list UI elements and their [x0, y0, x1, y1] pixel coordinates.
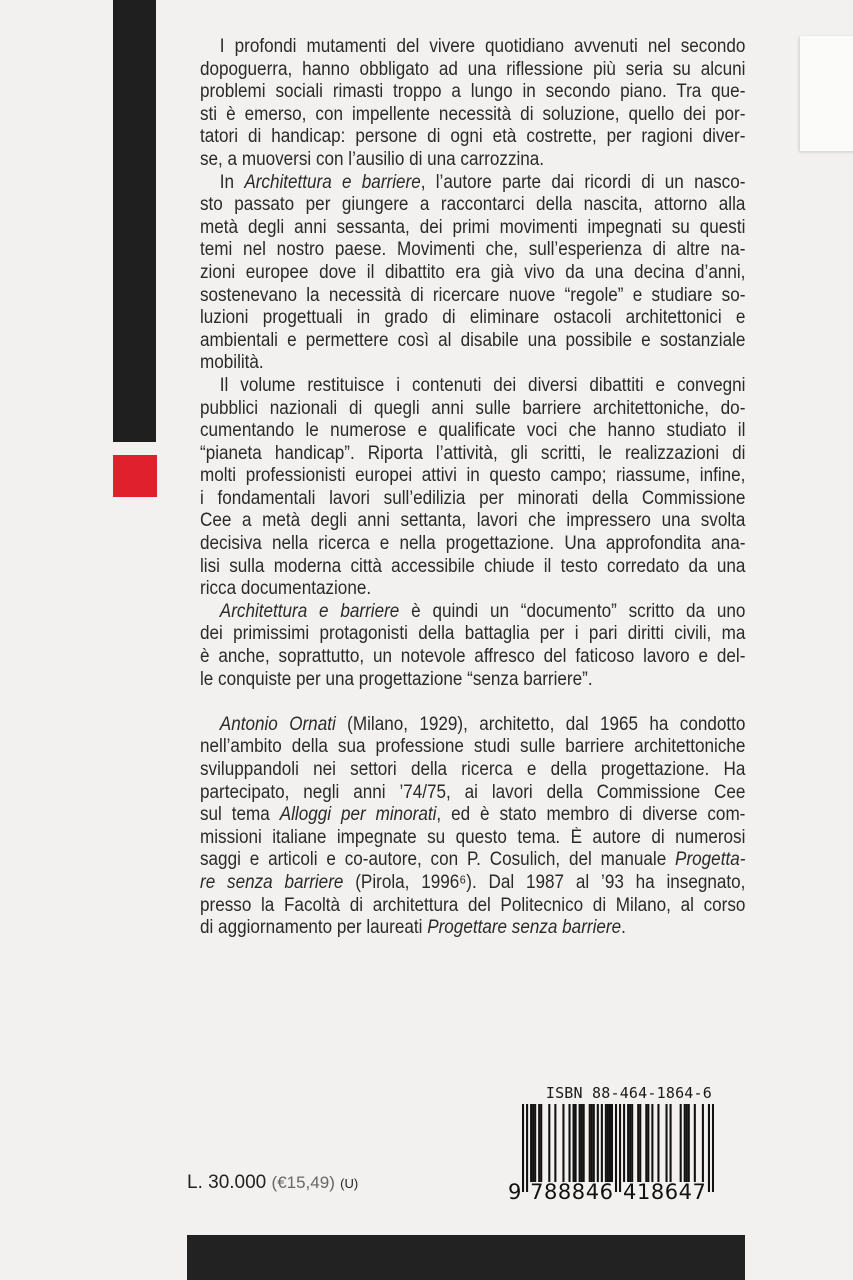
barcode-bar	[522, 1104, 524, 1192]
text-segment: è quindi un “documento” scritto da uno	[399, 600, 746, 622]
paragraph	[200, 375, 745, 601]
text-line	[200, 782, 745, 805]
text-segment: è anche, soprattutto, un notevole affresco del faticoso lavoro e del-	[200, 646, 746, 668]
text-segment: tatori di handicap: persone di ogni età costrette, per ragioni diver-	[200, 126, 746, 148]
text-line	[200, 601, 745, 624]
text-line	[200, 443, 745, 466]
barcode-bar	[583, 1104, 585, 1182]
barcode-bar	[657, 1104, 659, 1182]
barcode-bar	[589, 1104, 591, 1182]
text-line	[200, 307, 745, 330]
text-line	[200, 375, 745, 398]
barcode-bar	[591, 1104, 593, 1182]
text-line	[200, 149, 745, 172]
barcode-bar	[611, 1104, 613, 1182]
text-line	[200, 827, 745, 850]
text-segment: sostenevano la necessità di ricercare nuove “regole” e studiare so-	[200, 284, 746, 306]
text-line	[200, 420, 745, 443]
text-segment: nell’ambito della sua professione studi sulle barriere architettoniche	[200, 736, 746, 758]
barcode-bar	[573, 1104, 575, 1182]
barcode-bar	[593, 1104, 595, 1182]
price-euro: (€15,49)	[271, 1173, 335, 1192]
italic-title: Antonio Ornati	[219, 713, 336, 735]
paragraph	[200, 601, 745, 691]
text-segment: luzioni progettuali in grado di eliminare ostacoli architettonici e	[200, 307, 746, 329]
barcode-digits: 788846	[530, 1180, 613, 1200]
barcode-bar	[532, 1104, 534, 1182]
barcode-bar	[712, 1104, 714, 1192]
text-line	[200, 488, 745, 511]
text-segment: sviluppandoli nei settori della ricerca e della progettazione. Ha	[200, 759, 746, 780]
text-line	[200, 759, 745, 782]
text-line	[200, 556, 745, 579]
barcode-bar	[607, 1104, 609, 1182]
text-line	[200, 736, 745, 759]
barcode-bar	[670, 1104, 672, 1182]
text-line	[200, 126, 745, 149]
italic-title: Architettura e barriere	[219, 600, 400, 622]
barcode-bar	[615, 1104, 617, 1192]
text-segment: Il volume restituisce i contenuti dei diversi dibattiti e convegni	[219, 374, 746, 396]
paper-sticker	[800, 36, 853, 151]
text-segment: decisiva nella ricerca e nella progettazione. Una approfondita ana-	[200, 533, 746, 555]
text-segment: di aggiornamento per laureati	[200, 917, 428, 939]
barcode-digits: 9	[508, 1180, 522, 1200]
text-line	[200, 895, 745, 918]
text-segment: zioni europee dove il dibattito era già vivo da una decina d’anni,	[200, 261, 746, 283]
text-segment: (Pirola, 1996⁶). Dal 1987 al ’93 ha insegnato,	[343, 871, 746, 893]
text-segment: mobilità.	[200, 352, 264, 374]
red-square-mark	[113, 455, 157, 497]
text-line	[200, 194, 745, 217]
italic-title: Alloggi per minorati	[279, 804, 437, 826]
text-segment: temi nel nostro paese. Movimenti che, sull’esperienza di altre na-	[200, 239, 746, 261]
barcode-bar	[686, 1104, 688, 1182]
text-line	[200, 81, 745, 104]
barcode-bar	[665, 1104, 667, 1182]
text-segment: presso la Facoltà di architettura del Politecnico di Milano, al corso	[200, 894, 746, 916]
barcode-bar	[581, 1104, 583, 1182]
text-line	[200, 849, 745, 872]
italic-title: Architettura e barriere	[244, 171, 421, 193]
barcode-bar	[530, 1104, 532, 1182]
text-segment: sti è emerso, con impellente necessità di soluzione, quello dei por-	[200, 103, 746, 125]
text-segment: lisi sulla moderna città accessibile chiude il testo corredato da una	[200, 555, 746, 577]
text-line	[200, 104, 745, 127]
text-segment: , l’autore parte dai ricordi di un nasco-	[420, 171, 746, 193]
barcode-bar	[645, 1104, 647, 1182]
text-segment: le conquiste per una progettazione “senza barriere”.	[200, 668, 593, 690]
text-segment: sul tema	[200, 804, 280, 826]
text-line	[200, 398, 745, 421]
barcode-bar	[538, 1104, 540, 1182]
paragraph	[200, 172, 745, 375]
barcode-bar	[708, 1104, 710, 1192]
barcode-bar	[619, 1104, 621, 1192]
italic-title: Progettare senza barriere	[427, 917, 622, 939]
text-line	[200, 59, 745, 82]
barcode-bar	[548, 1104, 550, 1182]
barcode-bar	[597, 1104, 599, 1182]
text-segment: cumentando le numerose e qualificate voci che hanno studiato il	[200, 420, 746, 442]
barcode-bar	[554, 1104, 556, 1182]
text-line	[200, 217, 745, 240]
text-line	[200, 330, 745, 353]
text-line	[200, 36, 745, 59]
text-segment: saggi e articoli e co-autore, con P. Cosulich, del manuale	[200, 849, 676, 871]
text-segment: metà degli anni sessanta, dei primi movimenti impegnati su questi	[200, 216, 746, 238]
paragraph	[200, 36, 745, 172]
text-line	[200, 262, 745, 285]
barcode	[508, 1104, 714, 1200]
text-line	[200, 239, 745, 262]
barcode-bar	[684, 1104, 686, 1182]
paragraph-gap	[200, 691, 745, 714]
barcode-bar	[540, 1104, 542, 1182]
barcode-bar	[605, 1104, 607, 1182]
barcode-bar	[647, 1104, 649, 1182]
text-segment: missioni italiane impegnate su questo tema. È autore di numerosi	[200, 826, 746, 848]
text-segment: dopoguerra, hanno obbligato ad una riflessione più seria su alcuni	[200, 58, 746, 80]
text-segment: In	[219, 171, 245, 193]
barcode-bar	[694, 1104, 696, 1182]
text-line	[200, 917, 745, 940]
barcode-bar	[680, 1104, 682, 1182]
price	[187, 1172, 358, 1194]
barcode-bar	[631, 1104, 633, 1182]
text-segment: i fondamentali lavori sull’edilizia per minorati della Commissione	[200, 487, 746, 509]
barcode-bar	[562, 1104, 564, 1182]
isbn-label: ISBN 88-464-1864-6	[545, 1084, 712, 1102]
barcode-bar	[688, 1104, 690, 1182]
barcode-digits: 418647	[623, 1180, 706, 1200]
price-code: (U)	[340, 1176, 359, 1191]
barcode-bar	[534, 1104, 536, 1182]
text-segment: molti professionisti europei attivi in questo campo; riassume, infine,	[200, 465, 746, 487]
text-line	[200, 714, 745, 737]
text-line	[200, 623, 745, 646]
text-line	[200, 646, 745, 669]
italic-title: re senza barriere	[200, 871, 344, 893]
barcode-bar	[526, 1104, 528, 1192]
barcode-bar	[601, 1104, 603, 1182]
text-segment: (Milano, 1929), architetto, dal 1965 ha condotto	[335, 713, 746, 735]
barcode-bar	[609, 1104, 611, 1182]
barcode-bar	[629, 1104, 631, 1182]
text-segment: I profondi mutamenti del vivere quotidiano avvenuti nel secondo	[219, 36, 746, 57]
text-segment: pubblici nazionali di quegli anni sulle barriere architettoniche, do-	[200, 397, 746, 419]
black-bottom-bar	[187, 1235, 745, 1280]
text-line	[200, 533, 745, 556]
barcode-bar	[568, 1104, 570, 1182]
black-vertical-bar	[113, 0, 156, 442]
text-segment: Cee a metà degli anni settanta, lavori che impressero una svolta	[200, 510, 746, 532]
text-segment: ambientali e permettere così al disabile una possibile e sostanziale	[200, 329, 746, 351]
text-segment: , ed è stato membro di diverse com-	[436, 804, 746, 826]
text-line	[200, 669, 745, 692]
text-line	[200, 465, 745, 488]
text-segment: se, a muoversi con l’ausilio di una carrozzina.	[200, 148, 545, 170]
text-line	[200, 804, 745, 827]
barcode-bar	[637, 1104, 639, 1182]
text-segment: dei primissimi protagonisti della battaglia per i pari diritti civili, ma	[200, 623, 746, 645]
barcode-bar	[627, 1104, 629, 1182]
barcode-bar	[651, 1104, 653, 1182]
blurb-text	[200, 36, 745, 940]
text-segment: sto passato per giungere a raccontarci della nascita, attorno alla	[200, 194, 746, 216]
price-lire: L. 30.000	[187, 1172, 267, 1193]
text-line	[200, 872, 745, 895]
text-line	[200, 285, 745, 308]
text-line	[200, 578, 745, 601]
barcode-bar	[702, 1104, 704, 1182]
text-segment: partecipato, negli anni ’74/75, ai lavori della Commissione Cee	[200, 781, 746, 803]
text-segment: problemi sociali rimasti troppo a lungo in secondo piano. Tra que-	[200, 81, 746, 103]
author-bio-paragraph	[200, 714, 745, 940]
text-line	[200, 172, 745, 195]
text-line	[200, 510, 745, 533]
barcode-bar	[639, 1104, 641, 1182]
barcode-bar	[579, 1104, 581, 1182]
text-segment: “pianeta handicap”. Riporta l’attività, gli scritti, le realizzazioni di	[200, 442, 746, 464]
barcode-bar	[575, 1104, 577, 1182]
text-line	[200, 352, 745, 375]
text-segment: .	[621, 917, 626, 939]
barcode-bar	[623, 1104, 625, 1182]
italic-title: Progetta-	[675, 849, 746, 871]
text-segment: ricca documentazione.	[200, 578, 372, 600]
